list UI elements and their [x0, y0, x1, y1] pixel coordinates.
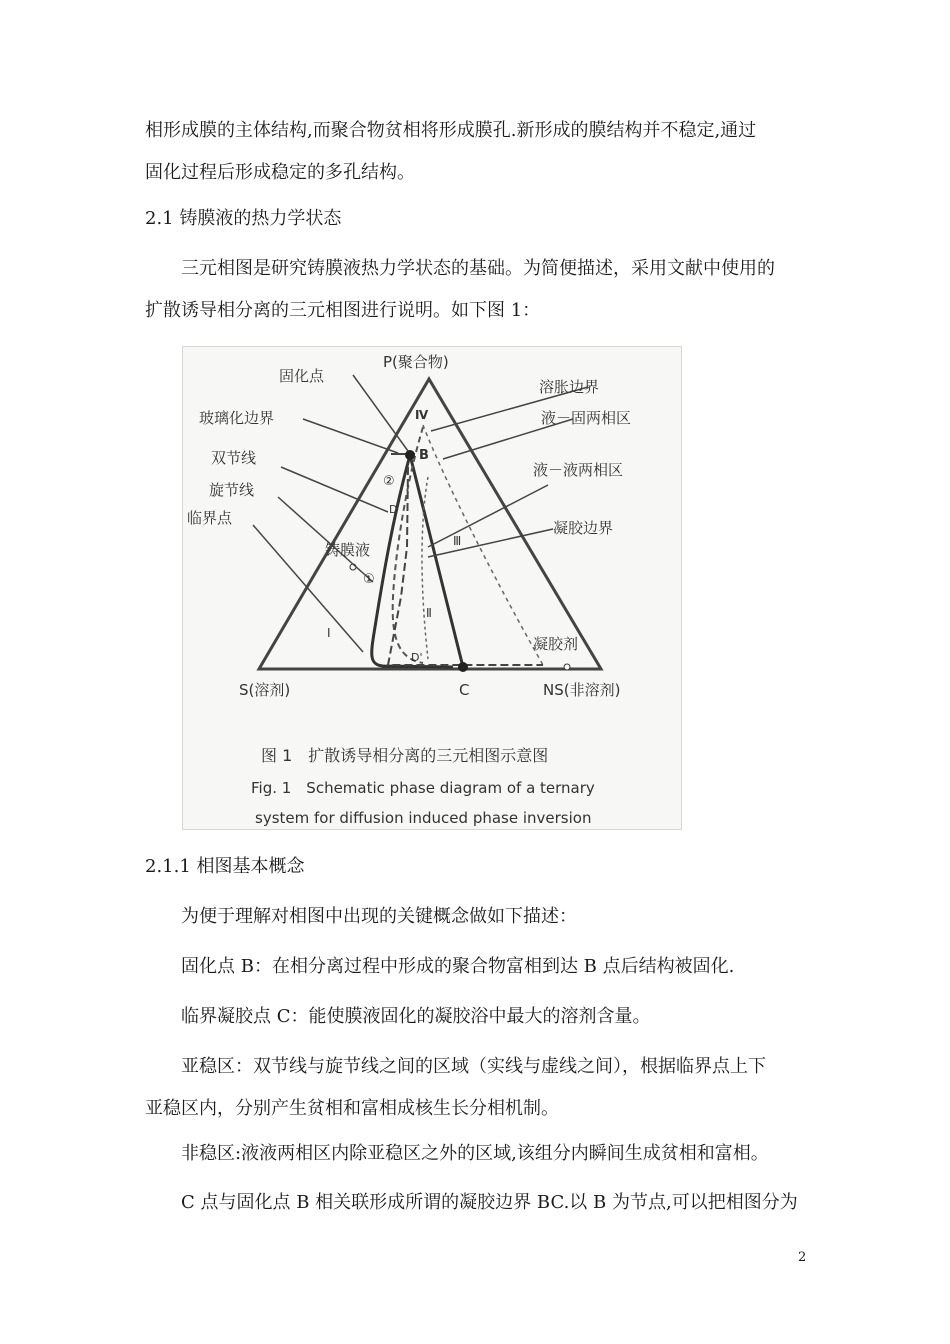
ternary-diagram	[183, 347, 683, 831]
paragraph-line: 亚稳区内，分别产生贫相和富相成核生长分相机制。	[145, 1098, 559, 1119]
label-gel-boundary: 凝胶边界	[553, 519, 614, 537]
coagulant-point	[564, 664, 570, 670]
label-coagulant: 凝胶剂	[533, 635, 579, 653]
phase-diagram-figure	[182, 346, 682, 830]
paragraph-line: 为便于理解对相图中出现的关键概念做如下描述：	[181, 906, 577, 927]
paragraph-line: 相形成膜的主体结构,而聚合物贫相将形成膜孔.新形成的膜结构并不稳定,通过	[145, 120, 757, 141]
paragraph-line: 扩散诱导相分离的三元相图进行说明。如下图 1：	[145, 300, 541, 321]
page-number: 2	[798, 1250, 807, 1265]
marker-ii: Ⅱ	[426, 606, 432, 620]
marker-i: Ⅰ	[327, 626, 331, 640]
label-c: C	[459, 681, 470, 699]
figure-caption-en-2: system for diffusion induced phase inversion	[255, 809, 592, 827]
label-spinodal: 旋节线	[209, 481, 255, 499]
label-solidification-point: 固化点	[279, 367, 325, 385]
marker-d: D	[389, 503, 398, 516]
figure-caption-en-1: Fig. 1 Schematic phase diagram of a ternary	[251, 779, 595, 797]
figure-caption-cn: 图 1 扩散诱导相分离的三元相图示意图	[261, 746, 549, 765]
gel-boundary-line	[410, 455, 463, 667]
paragraph-line: 临界凝胶点 C：能使膜液固化的凝胶浴中最大的溶剂含量。	[181, 1006, 651, 1027]
label-glass-boundary: 玻璃化边界	[199, 409, 275, 427]
paragraph-line: 固化过程后形成稳定的多孔结构。	[145, 162, 415, 183]
label-critical-point: 临界点	[187, 509, 233, 527]
apex-label: P(聚合物)	[383, 353, 449, 371]
label-liquid-liquid: 液－液两相区	[533, 461, 624, 479]
composition-path	[388, 467, 543, 665]
label-swelling-boundary: 溶胀边界	[539, 378, 600, 396]
label-solvent: S(溶剂)	[239, 681, 291, 699]
label-binodal: 双节线	[211, 449, 257, 467]
section-heading: 2.1.1 相图基本概念	[145, 856, 305, 877]
paragraph-line: 亚稳区：双节线与旋节线之间的区域（实线与虚线之间），根据临界点上下	[181, 1056, 766, 1077]
paragraph-line: 非稳区:液液两相区内除亚稳区之外的区域,该组分内瞬间生成贫相和富相。	[181, 1143, 769, 1164]
label-nonsolvent: NS(非溶剂)	[543, 681, 621, 699]
marker-b: B	[419, 448, 429, 463]
label-casting-solution: 铸膜液	[325, 541, 371, 559]
paragraph-line: 三元相图是研究铸膜液热力学状态的基础。为简便描述，采用文献中使用的	[181, 258, 775, 279]
marker-circle-1: ①	[363, 572, 375, 587]
point-b	[405, 450, 415, 460]
label-liquid-solid: 液－固两相区	[541, 409, 632, 427]
paragraph-line: C 点与固化点 B 相关联形成所谓的凝胶边界 BC.以 B 为节点,可以把相图分为	[181, 1192, 798, 1213]
section-heading: 2.1 铸膜液的热力学状态	[145, 208, 342, 229]
marker-d-prime: D'	[411, 651, 423, 664]
point-c	[458, 662, 468, 672]
marker-iv: Ⅳ	[415, 408, 429, 422]
marker-iii: Ⅲ	[453, 534, 462, 548]
paragraph-line: 固化点 B：在相分离过程中形成的聚合物富相到达 B 点后结构被固化.	[181, 956, 735, 977]
marker-circle-2: ②	[383, 474, 395, 489]
